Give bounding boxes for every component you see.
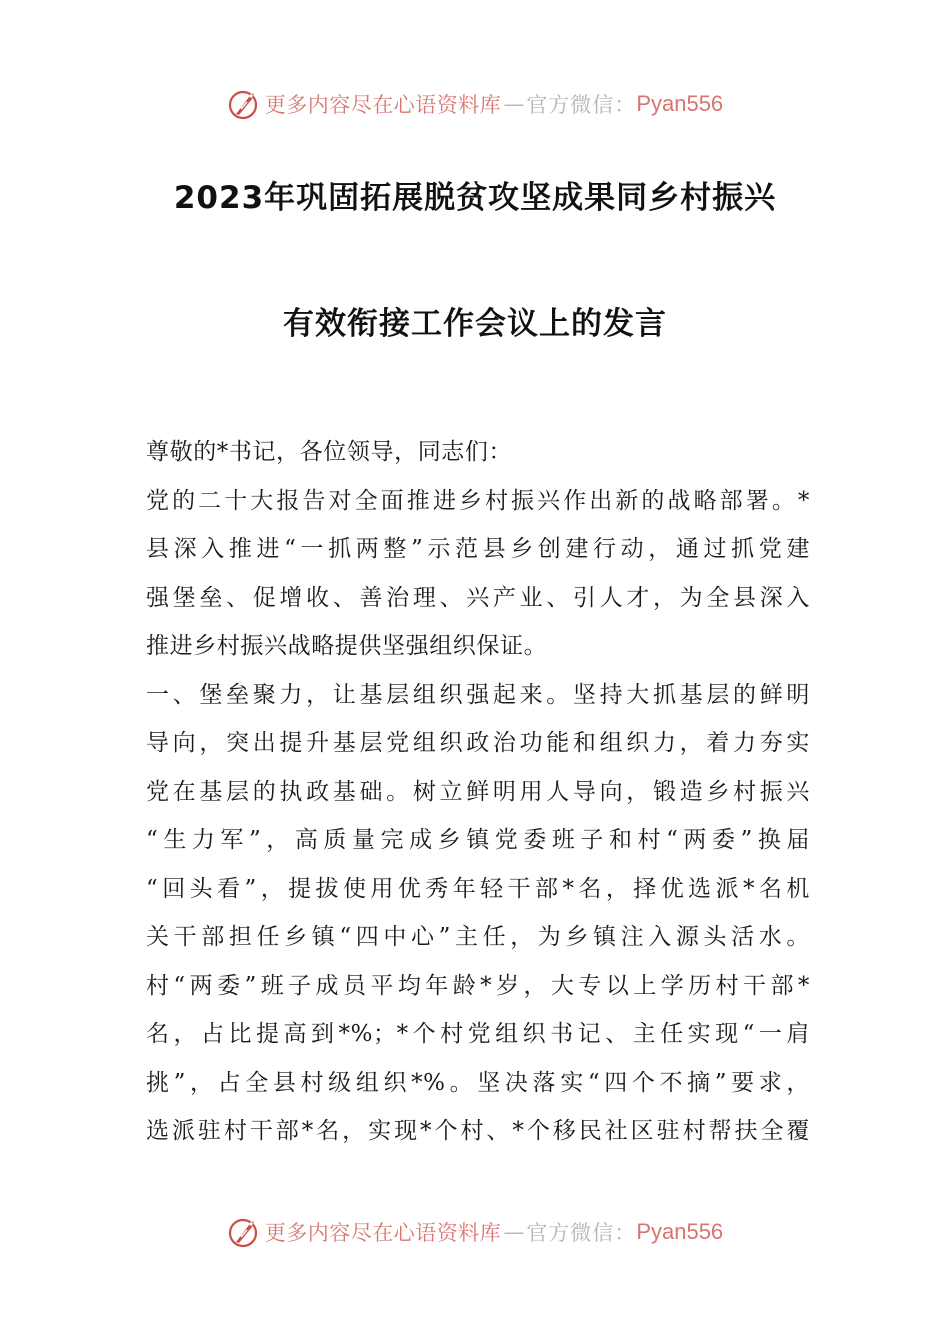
body-line: 挑”，占全县村级组织*%。坚决落实“四个不摘”要求， — [146, 1069, 810, 1096]
watermark-dash: — — [503, 1220, 525, 1244]
pen-nib-circle-icon — [227, 87, 261, 121]
body-line: “生力军”，高质量完成乡镇党委班子和村“两委”换届 — [146, 827, 810, 853]
body-line: 尊敬的*书记，各位领导，同志们： — [146, 439, 513, 465]
body-line: 强堡垒、促增收、善治理、兴产业、引人才，为全县深入 — [146, 584, 810, 611]
watermark-contact-id: Pyan556 — [636, 91, 724, 116]
body-line: 名，占比提高到*%；*个村党组织书记、主任实现“一肩 — [146, 1021, 810, 1047]
document-title-line-1: 2023年巩固拓展脱贫攻坚成果同乡村振兴 — [173, 180, 777, 216]
watermark-site-text: 更多内容尽在心语资料库 — [264, 1221, 502, 1245]
body-line: 村“两委”班子成员平均年龄*岁，大专以上学历村干部* — [146, 972, 810, 999]
body-line: 党的二十大报告对全面推进乡村振兴作出新的战略部署。* — [146, 487, 810, 514]
footer-watermark — [0, 1212, 950, 1252]
watermark-dash: — — [503, 92, 525, 116]
document-title-line-2: 有效衔接工作会议上的发言 — [283, 306, 667, 342]
body-line: 一、堡垒聚力，让基层组织强起来。坚持大抓基层的鲜明 — [146, 681, 810, 708]
watermark-site-text: 更多内容尽在心语资料库 — [264, 93, 502, 117]
pen-nib-circle-icon — [227, 1215, 261, 1249]
watermark-contact-id: Pyan556 — [636, 1219, 724, 1244]
body-line: 党在基层的执政基础。树立鲜明用人导向，锻造乡村振兴 — [146, 778, 810, 805]
body-line: 县深入推进“一抓两整”示范县乡创建行动，通过抓党建 — [146, 536, 810, 562]
header-watermark — [0, 84, 950, 124]
watermark-contact-label: 官方微信： — [526, 93, 637, 117]
body-line: 关干部担任乡镇“四中心”主任，为乡镇注入源头活水。 — [146, 924, 810, 950]
body-line: “回头看”，提拔使用优秀年轻干部*名，择优选派*名机 — [146, 875, 810, 902]
document-body — [146, 428, 810, 1156]
body-line: 导向，突出提升基层党组织政治功能和组织力，着力夯实 — [146, 730, 810, 756]
body-line: 推进乡村振兴战略提供坚强组织保证。 — [146, 633, 548, 659]
watermark-contact-label: 官方微信： — [526, 1221, 637, 1245]
body-line: 选派驻村干部*名，实现*个村、*个移民社区驻村帮扶全覆 — [146, 1118, 810, 1144]
